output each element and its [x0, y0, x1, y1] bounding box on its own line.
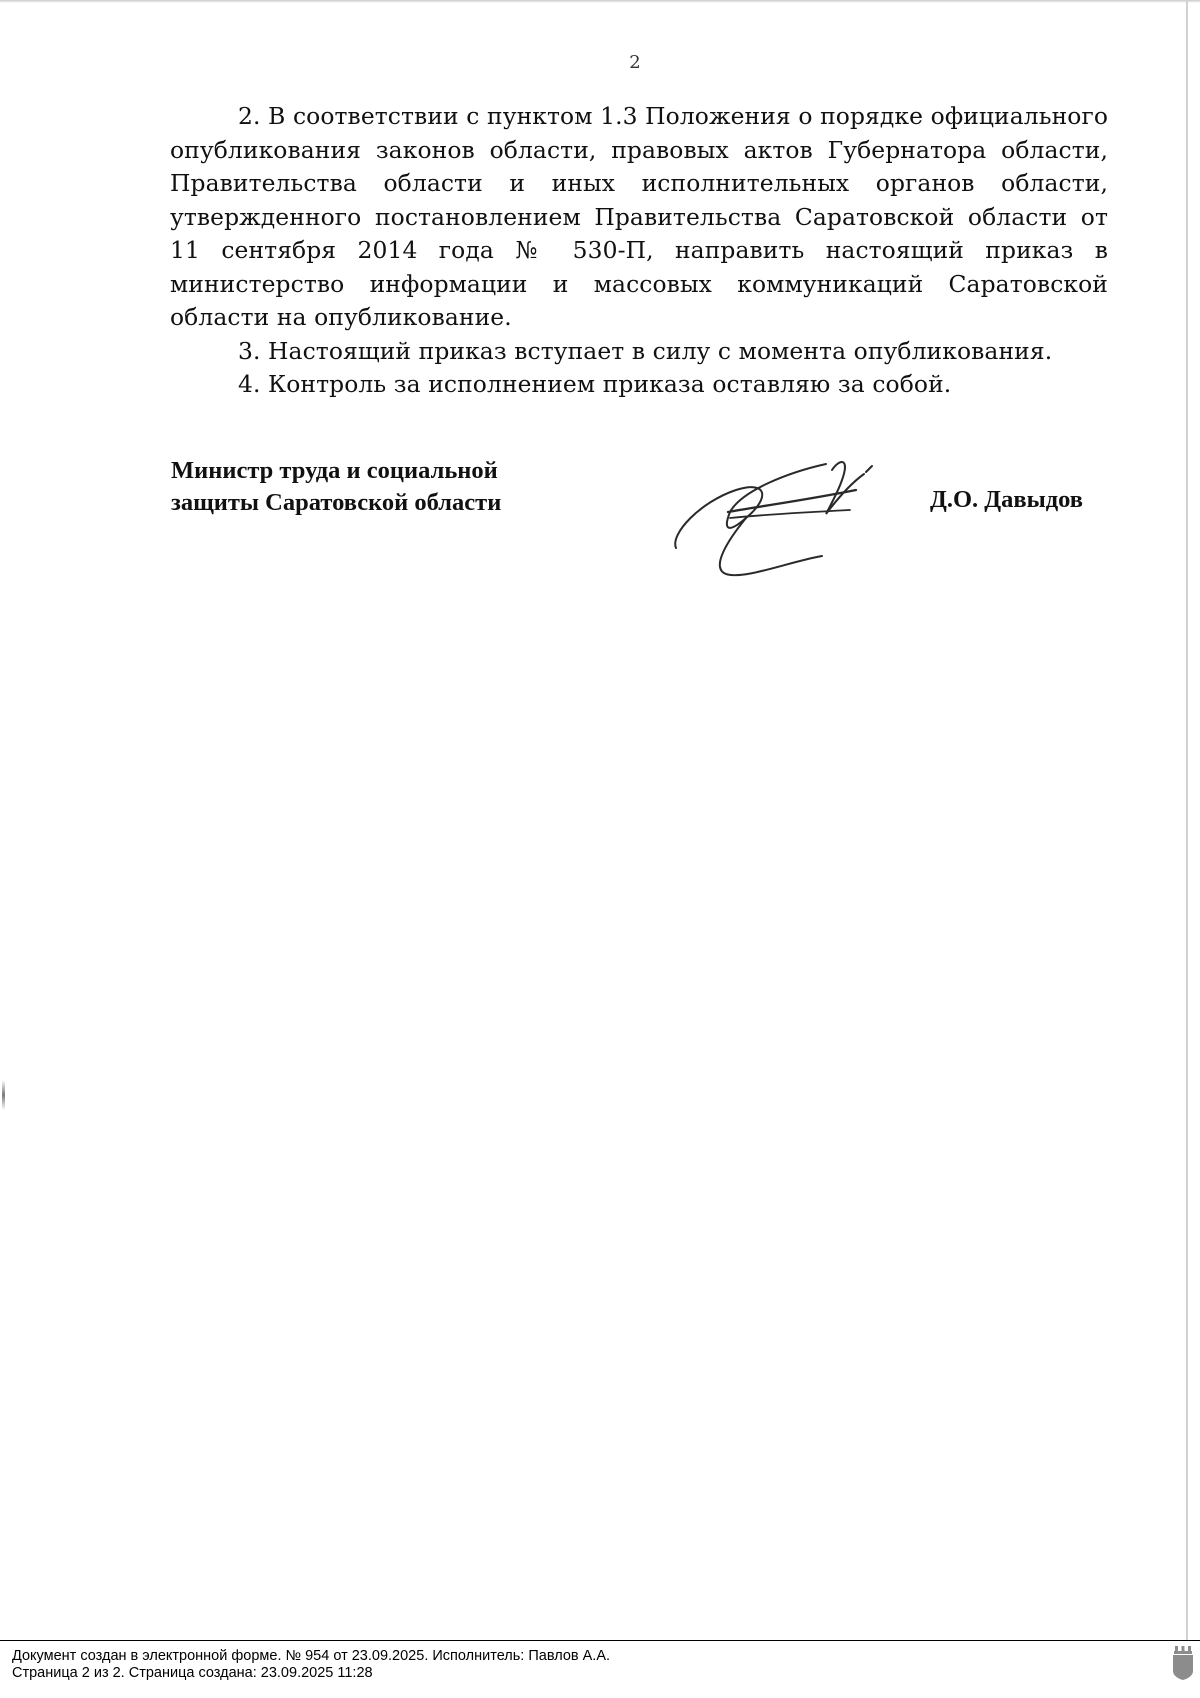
document-body: [170, 100, 1108, 402]
signatory-position-line-2: защиты Саратовской области: [171, 489, 502, 516]
scan-edge-mark: [2, 1080, 5, 1110]
handwritten-signature: [670, 450, 940, 585]
paragraph-publication: 2. В соответствии с пунктом 1.3 Положения о порядке официального опубликования законов области, правовых актов Губернатора области, Правительства области и иных исполнительных органов области, утвержденного постановлением Правительства Саратовской области от 11 сентября 2014 года № 530-П, направить настоящий приказ в министерство информации и массовых коммуникаций Саратовской области на опубликование.: [170, 102, 1108, 331]
signatory-position-line-1: Министр труда и социальной: [171, 457, 498, 484]
footer-divider: [0, 1640, 1200, 1641]
signatory-position: [171, 455, 501, 519]
footer-line-2: Страница 2 из 2. Страница создана: 23.09.2025 11:28: [12, 1665, 373, 1681]
signer-name: Д.О. Давыдов: [930, 486, 1084, 513]
paragraph-control: 4. Контроль за исполнением приказа оставляю за собой.: [238, 370, 952, 398]
footer-line-1: Документ создан в электронной форме. № 954 от 23.09.2025. Исполнитель: Павлов А.А.: [12, 1648, 611, 1664]
scan-edge-right: [1186, 0, 1188, 1640]
paragraph-effective-date: 3. Настоящий приказ вступает в силу с момента опубликования.: [238, 336, 1053, 365]
coat-of-arms-icon: [1172, 1646, 1194, 1680]
page-number: 2: [629, 52, 641, 73]
scan-edge-top: [0, 0, 1200, 3]
electronic-document-footer: [12, 1648, 610, 1682]
